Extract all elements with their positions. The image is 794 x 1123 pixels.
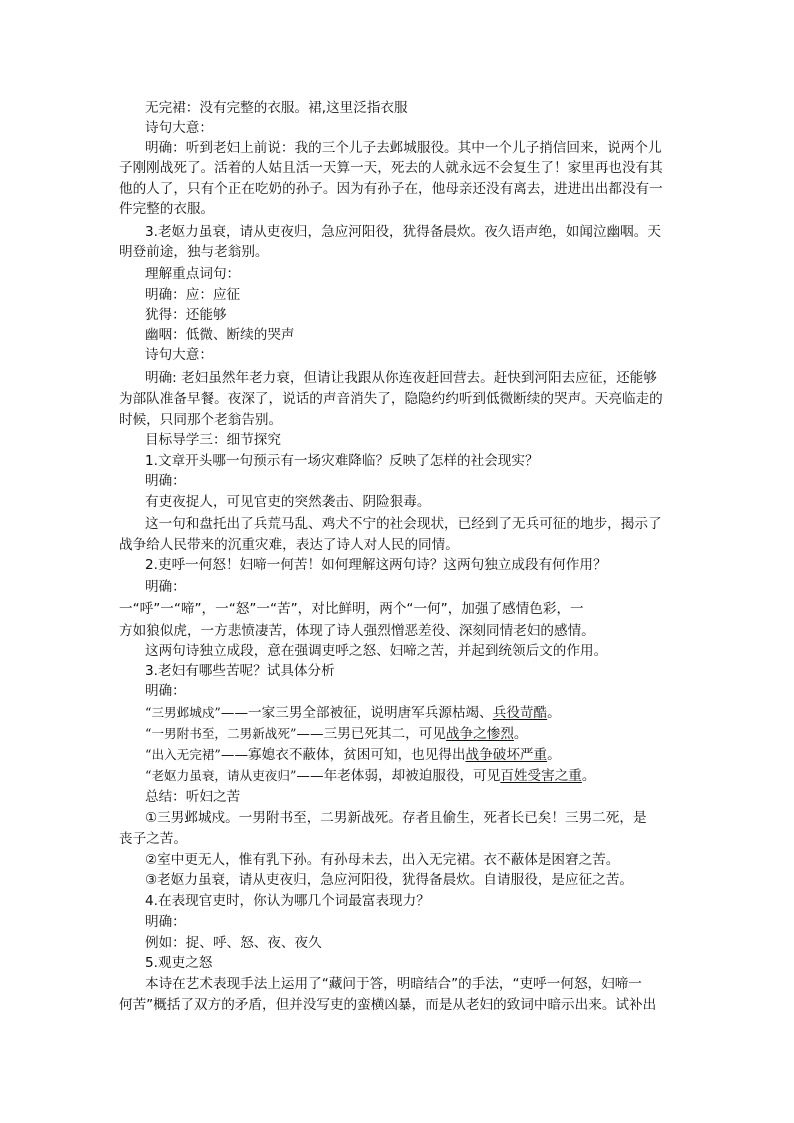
text-line: 幽咽：低微、断续的哭声	[145, 327, 295, 343]
text-line: 这一句和盘托出了兵荒马乱、鸡犬不宁的社会现状，已经到了无兵可征的地步，揭示了	[145, 516, 662, 532]
section-heading: 目标导学三：细节探究	[145, 432, 281, 448]
quote-text: “老妪力虽衰，请从吏夜归”	[145, 768, 297, 783]
text-line: 这两句诗独立成段，意在强调吏呼之怒、妇啼之苦，并起到统领后文的作用。	[145, 643, 608, 659]
punctuation: 。	[581, 768, 596, 784]
text-line: 明确：	[145, 683, 186, 699]
text-line: 犹得：还能够	[145, 307, 227, 323]
text-line: 无完裙：没有完整的衣服。裙,这里泛指衣服	[145, 100, 408, 116]
analysis-line	[0, 703, 794, 723]
punctuation: 。	[547, 747, 561, 763]
quote-text: “出入无完裙”	[145, 747, 221, 762]
text-line: 诗句大意：	[145, 347, 213, 363]
underlined-text: 战争破坏严重	[465, 747, 548, 763]
question-line: 2.吏呼一何怒！妇啼一何苦！如何理解这两句诗？这两句独立成段有何作用？	[145, 557, 607, 573]
text-line: 为部队准备早餐。夜深了，说话的声音消失了，隐隐约约听到低微断续的哭声。天亮临走的	[119, 391, 663, 407]
text-line: ②室中更无人，惟有乳下孙。有孙母未去，出入无完裙。衣不蔽体是困窘之苦。	[145, 852, 620, 868]
question-line: 4.在表现官吏时，你认为哪几个词最富表现力？	[145, 893, 430, 909]
underlined-text: 战争之惨烈	[445, 726, 514, 742]
analysis-text: ——寡媳衣不蔽体，贫困可知，也见得出	[220, 747, 466, 763]
analysis-text: ——年老体弱，却被迫服役，可见	[296, 768, 501, 784]
text-line: 本诗在艺术表现手法上运用了“藏问于答，明暗结合”的手法，“吏呼一何怒，妇啼一	[145, 976, 642, 992]
question-line: 3.老妇有哪些苦呢？试具体分析	[145, 663, 335, 679]
text-line: 明登前途，独与老翁别。	[119, 244, 269, 260]
text-line: 他的人了，只有个正在吃奶的孙子。因为有孙子在，他母亲还没有离去，进进出出都没有一	[119, 181, 663, 197]
text-line: 件完整的衣服。	[119, 201, 215, 217]
punctuation: 。	[547, 705, 561, 721]
analysis-line	[0, 766, 794, 786]
text-line: 明确：	[145, 914, 186, 930]
analysis-line	[0, 724, 794, 744]
question-line: 5.观吏之怒	[145, 955, 213, 971]
text-line: 丧子之苦。	[119, 831, 187, 847]
text-line: 3.老妪力虽衰，请从吏夜归，急应河阳役，犹得备晨炊。夜久语声绝，如闻泣幽咽。天	[145, 224, 661, 240]
text-line: 总结：听妇之苦	[145, 789, 241, 805]
text-line: 诗句大意：	[145, 120, 213, 136]
text-line: ①三男邺城戍。一男附书至，二男新战死。存者且偷生，死者长已矣！三男二死，是	[145, 810, 647, 826]
text-line: 明确：	[145, 579, 186, 595]
quote-text: “一男附书至，二男新战死”	[145, 726, 297, 741]
text-line: 方如狼似虎，一方悲愤凄苦，体现了诗人强烈憎恶差役、深刻同情老妇的感情。	[119, 623, 595, 639]
text-line: 子刚刚战死了。活着的人姑且活一天算一天，死去的人就永远不会复生了！家里再也没有其	[119, 160, 663, 176]
text-line: ③老妪力虽衰，请从吏夜归，急应河阳役，犹得备晨炊。自请服役，是应征之苦。	[145, 872, 633, 888]
punctuation: 。	[513, 726, 528, 742]
text-line: 战争给人民带来的沉重灾难，表达了诗人对人民的同情。	[119, 537, 459, 553]
text-line: 明确：	[145, 473, 186, 489]
text-line: 何苦”概括了双方的矛盾，但并没写吏的蛮横凶暴，而是从老妇的致词中暗示出来。试补出	[119, 997, 657, 1013]
question-line: 1.文章开头哪一句预示有一场灾难降临？反映了怎样的社会现实？	[145, 453, 539, 469]
text-line: 一“呼”一“啼”，一“怒”一“苦”，对比鲜明，两个“一何”，加强了感情色彩，一	[119, 601, 584, 617]
text-line: 明确：应：应征	[145, 287, 241, 303]
text-line: 理解重点词句：	[145, 266, 241, 282]
analysis-text: ——一家三男全部被征，说明唐军兵源枯竭、	[220, 705, 493, 721]
underlined-text: 兵役苛酷	[492, 705, 548, 721]
text-line: 时候，只同那个老翁告别。	[119, 412, 283, 428]
text-line: 例如：捉、呼、怒、夜、夜久	[145, 935, 322, 951]
text-line: 明确：听到老妇上前说：我的三个儿子去邺城服役。其中一个儿子捎信回来，说两个儿	[145, 140, 662, 156]
quote-text: “三男邺城戍”	[145, 705, 221, 720]
analysis-line	[0, 745, 794, 765]
text-line: 有吏夜捉人，可见官吏的突然袭击、阴险狠毒。	[145, 494, 431, 510]
text-line: 明确: 老妇虽然年老力衰，但请让我跟从你连夜赶回营去。赶快到河阳去应征，还能够	[145, 370, 657, 386]
analysis-text: ——三男已死其二，可见	[296, 726, 446, 742]
underlined-text: 百姓受害之重	[500, 768, 582, 784]
